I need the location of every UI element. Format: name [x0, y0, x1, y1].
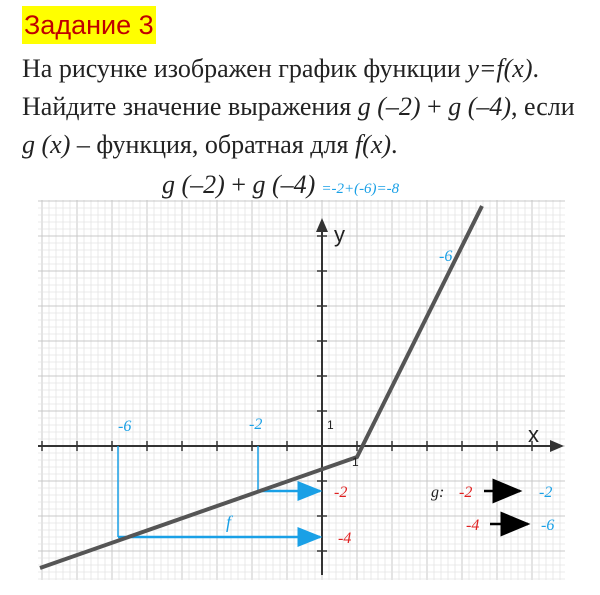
- y-tick-1-label: 1: [327, 418, 334, 432]
- statement-part: , если: [511, 92, 575, 121]
- y-label-neg4: -4: [338, 530, 352, 547]
- statement-part: – функция, обратная для: [70, 130, 355, 159]
- statement-part: +: [420, 92, 449, 121]
- equation-answer: =-2+(-6)=-8: [321, 181, 400, 197]
- x-tick-1-label: 1: [352, 455, 359, 469]
- statement-g-m2: g (–2): [357, 92, 421, 121]
- function-f-label: f: [226, 512, 232, 532]
- x-label-neg6: -6: [118, 418, 132, 435]
- equation-g1: g (–2): [162, 170, 225, 199]
- y-axis-arrow-icon: [316, 218, 328, 232]
- g-map1-to: -2: [539, 484, 553, 501]
- statement-g-x: g (x): [22, 130, 71, 159]
- function-graph-line: [40, 206, 482, 568]
- grid: [38, 200, 565, 580]
- equation-g2: g (–4): [252, 170, 316, 199]
- g-mapping-label: g:: [431, 484, 445, 501]
- statement-y-eq: y=: [467, 54, 497, 83]
- task-title: Задание 3: [22, 6, 156, 44]
- g-map2-from: -4: [466, 517, 480, 534]
- equation-plus: +: [224, 170, 253, 199]
- statement-part: .: [391, 130, 398, 159]
- statement-fx-2: f(x): [354, 130, 392, 159]
- x-label-neg2: -2: [249, 416, 263, 433]
- slope-annotation: -6: [439, 248, 453, 265]
- x-axis-label: x: [528, 422, 539, 447]
- statement-fx: f(x): [496, 54, 533, 83]
- g-map1-from: -2: [459, 484, 473, 501]
- x-axis-arrow-icon: [550, 440, 564, 452]
- statement-g-m4: g (–4): [448, 92, 512, 121]
- statement-part: . Найдите значение выражения: [22, 54, 540, 121]
- y-axis-label: y: [334, 222, 345, 247]
- g-map2-to: -6: [541, 517, 555, 534]
- y-label-neg2: -2: [334, 484, 348, 501]
- statement-part: На рисунке изображен график функции: [22, 54, 468, 83]
